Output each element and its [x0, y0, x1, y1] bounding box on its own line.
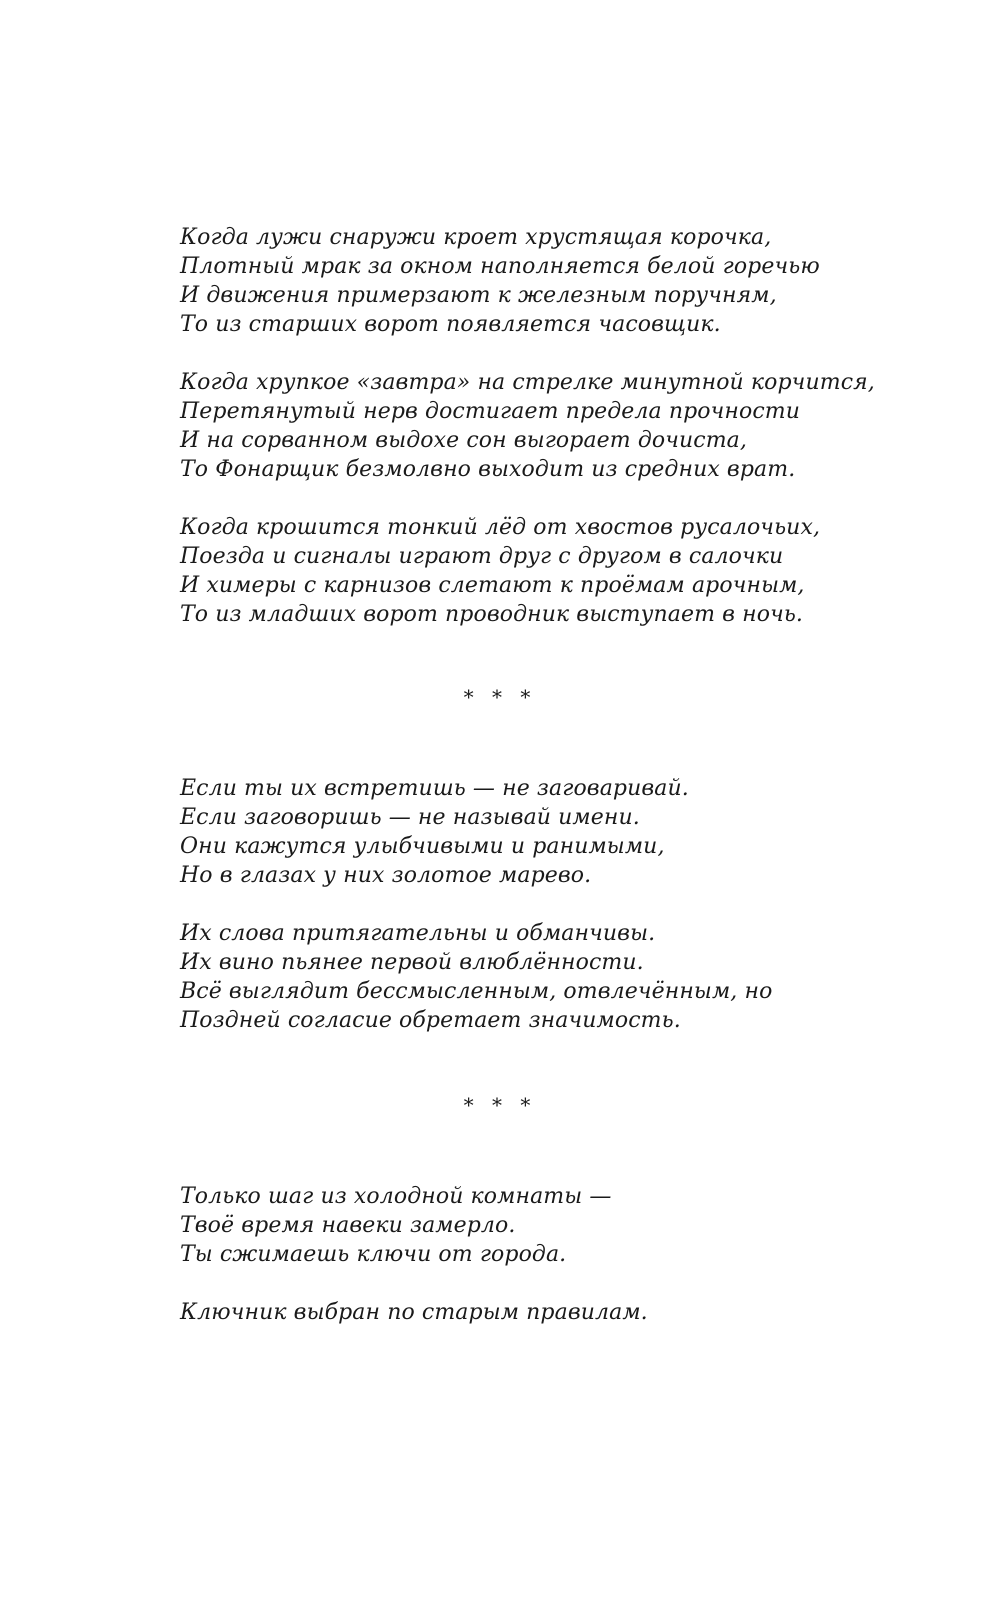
- poem-line: Они кажутся улыбчивыми и ранимыми,: [180, 834, 665, 859]
- poem-line: Твоё время навеки замерло.: [180, 1213, 516, 1238]
- poem-line: Ты сжимаешь ключи от города.: [180, 1242, 567, 1267]
- poem-line: То из младших ворот проводник выступает в ночь.: [180, 602, 804, 627]
- poem-line: Только шаг из холодной комнаты —: [180, 1184, 612, 1209]
- poem-line: Когда лужи снаружи кроет хрустящая корочка,: [180, 225, 772, 250]
- poem-line: Их вино пьянее первой влюблённости.: [180, 950, 644, 975]
- poem-line: Если заговоришь — не называй имени.: [180, 805, 640, 830]
- poem-line: То из старших ворот появляется часовщик.: [180, 312, 721, 337]
- poem-line: И на сорванном выдохе сон выгорает дочиста,: [180, 428, 747, 453]
- poem-line: И движения примерзают к железным поручням,: [180, 283, 777, 308]
- poem-line: Всё выглядит бессмысленным, отвлечённым, но: [180, 979, 773, 1004]
- poem-line: Их слова притягательны и обманчивы.: [180, 921, 656, 946]
- poem-line: Если ты их встретишь — не заговаривай.: [180, 776, 689, 801]
- poem-line: Но в глазах у них золотое марево.: [180, 863, 592, 888]
- poem-line: Поздней согласие обретает значимость.: [180, 1008, 681, 1033]
- poem-line: И химеры с карнизов слетают к проёмам арочным,: [180, 573, 805, 598]
- poem-line: То Фонарщик безмолвно выходит из средних врат.: [180, 457, 796, 482]
- poem-line: Ключник выбран по старым правилам.: [180, 1300, 648, 1325]
- poem-line: Когда крошится тонкий лёд от хвостов русалочьих,: [180, 515, 821, 540]
- poem-line: Перетянутый нерв достигает предела прочности: [180, 399, 800, 424]
- section-separator: * * *: [463, 685, 537, 709]
- poem-line: Когда хрупкое «завтра» на стрелке минутной корчится,: [180, 370, 875, 395]
- section-separator: * * *: [463, 1093, 537, 1117]
- poem-line: Поезда и сигналы играют друг с другом в салочки: [180, 544, 784, 569]
- poem-line: Плотный мрак за окном наполняется белой горечью: [180, 254, 820, 279]
